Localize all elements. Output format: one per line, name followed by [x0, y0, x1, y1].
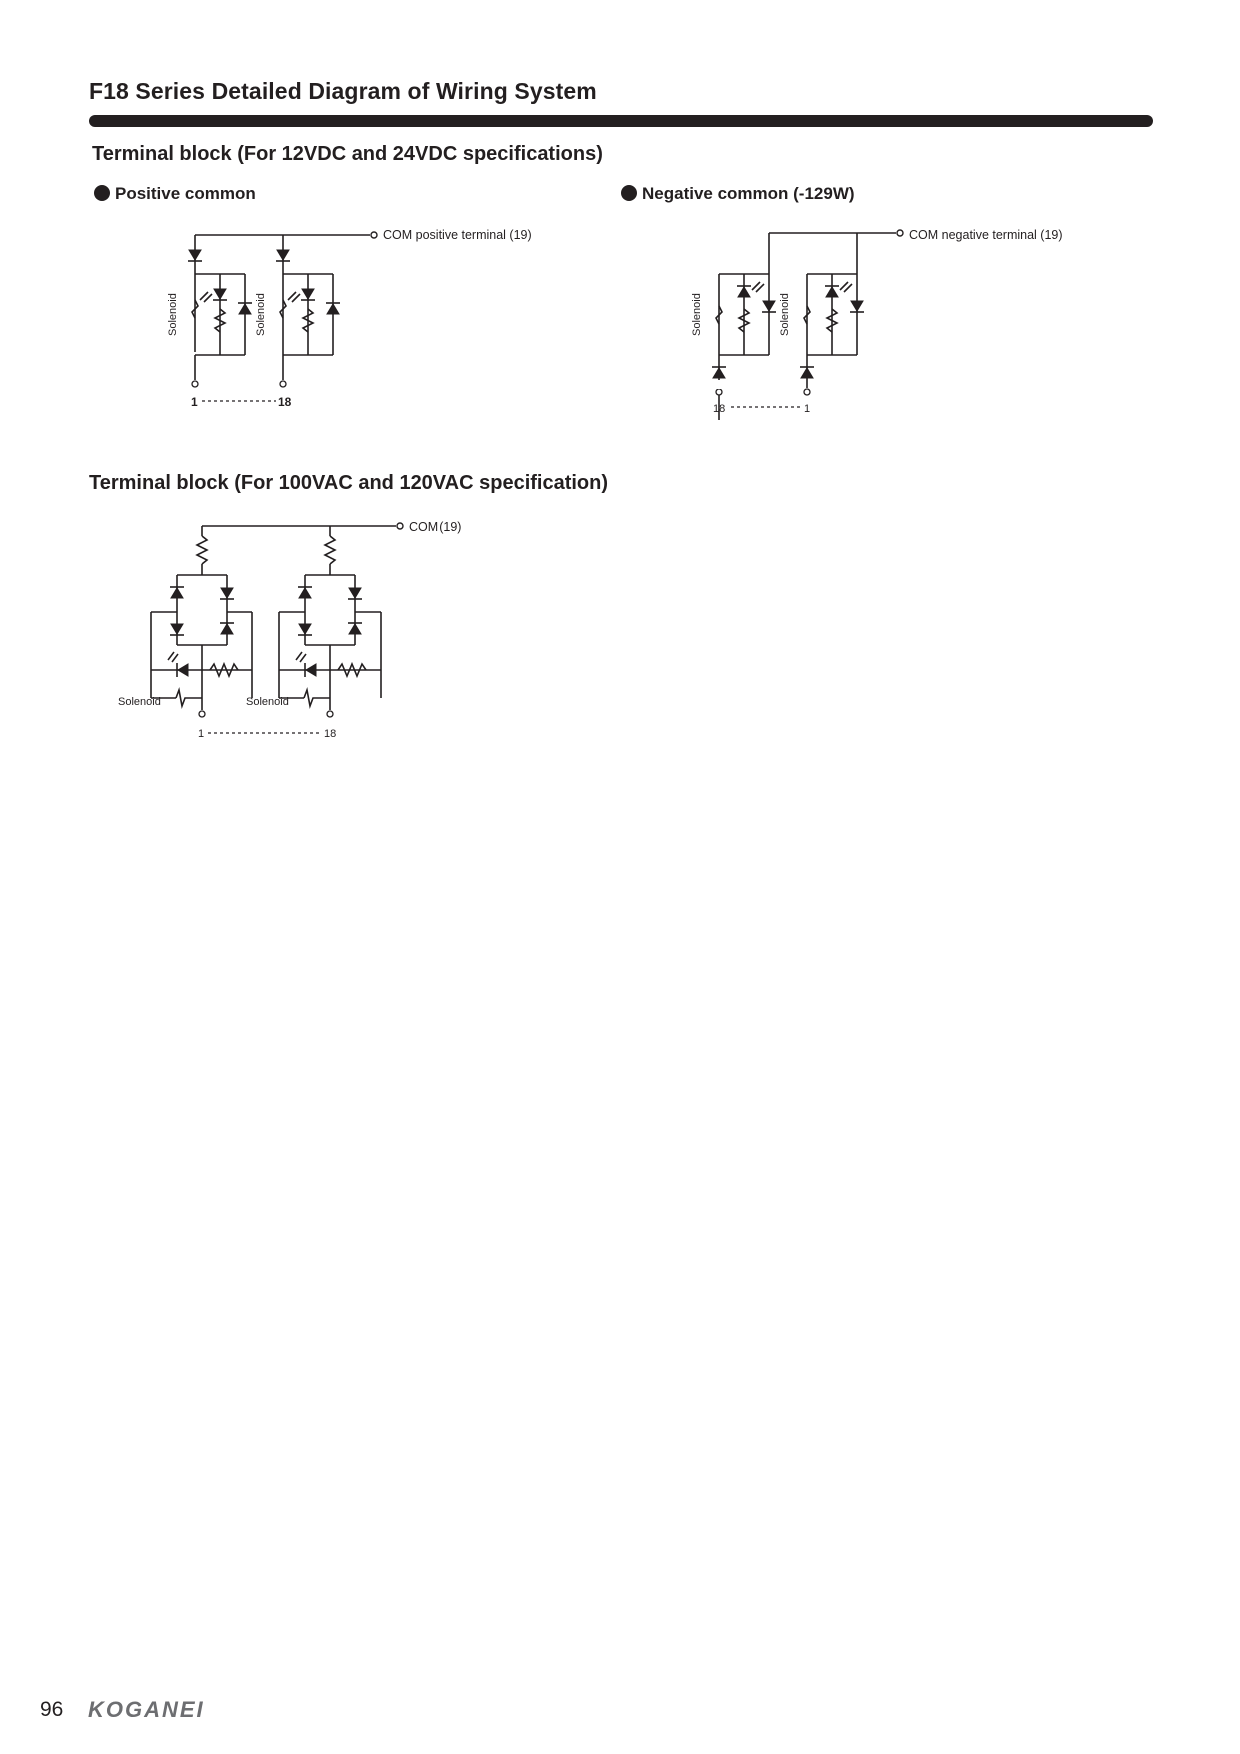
negative-common-heading — [621, 184, 855, 204]
positive-solenoid-label-2: Solenoid — [255, 293, 267, 336]
brand-logo: KOGANEI — [88, 1697, 205, 1722]
positive-common-wiring-diagram — [150, 220, 570, 420]
ac-solenoid-label-2: Solenoid — [246, 696, 289, 708]
negative-com-label: COM negative terminal (19) — [909, 228, 1063, 242]
bullet-icon — [94, 185, 110, 201]
title-divider — [89, 115, 1153, 127]
negative-solenoid-label-1: Solenoid — [691, 293, 703, 336]
positive-common-label: Positive common — [115, 184, 256, 203]
positive-solenoid-label-1: Solenoid — [167, 293, 179, 336]
page-title: F18 Series Detailed Diagram of Wiring System — [89, 78, 597, 104]
negative-terminal-first: 18 — [713, 403, 726, 415]
negative-common-wiring-diagram — [680, 220, 1100, 420]
positive-terminal-last: 18 — [278, 395, 292, 409]
ac-com-label: COM (19) — [409, 520, 462, 534]
positive-common-heading — [94, 184, 256, 204]
ac-section-title: Terminal block (For 100VAC and 120VAC specification) — [89, 472, 609, 494]
positive-com-label: COM positive terminal (19) — [383, 228, 532, 242]
negative-common-label: Negative common (-129W) — [642, 184, 855, 203]
positive-terminal-first: 1 — [191, 395, 198, 409]
ac-terminal-first: 1 — [198, 728, 205, 740]
ac-wiring-diagram — [110, 515, 510, 745]
negative-terminal-last: 1 — [804, 403, 811, 415]
dc-section-title: Terminal block (For 12VDC and 24VDC specifications) — [92, 143, 603, 165]
bullet-icon — [621, 185, 637, 201]
ac-terminal-last: 18 — [324, 728, 337, 740]
page-number: 96 — [40, 1698, 64, 1721]
negative-solenoid-label-2: Solenoid — [779, 293, 791, 336]
ac-solenoid-label-1: Solenoid — [118, 696, 161, 708]
